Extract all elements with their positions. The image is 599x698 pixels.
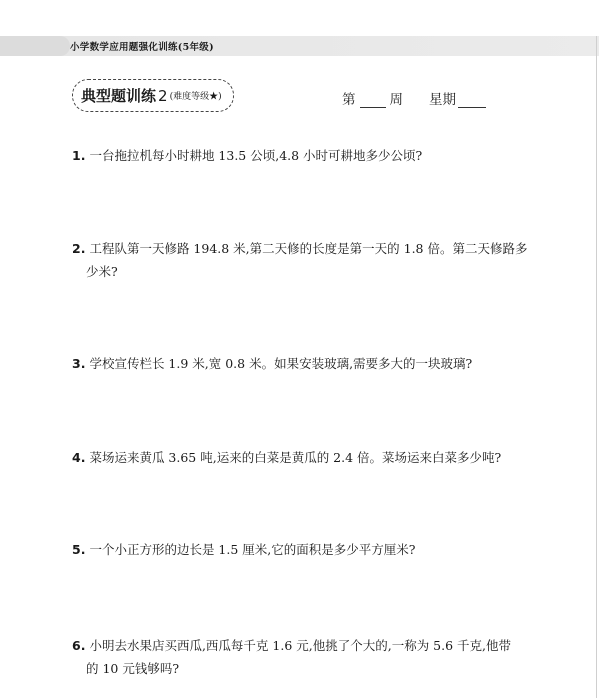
section-title-box bbox=[72, 79, 234, 112]
week-blank[interactable] bbox=[360, 93, 386, 108]
day-blank[interactable] bbox=[458, 93, 486, 108]
question-text: 学校宣传栏长 1.9 米,宽 0.8 米。如果安装玻璃,需要多大的一块玻璃? bbox=[89, 356, 473, 371]
question-number: 4. bbox=[72, 450, 86, 465]
book-title: 小学数学应用题强化训练(5年级) bbox=[70, 42, 214, 53]
label-di: 第 bbox=[342, 92, 356, 108]
question-4 bbox=[72, 446, 532, 469]
question-number: 6. bbox=[72, 638, 86, 653]
question-text: 菜场运来黄瓜 3.65 吨,运来的白菜是黄瓜的 2.4 倍。菜场运来白菜多少吨? bbox=[89, 450, 502, 465]
label-xingqi: 星期 bbox=[429, 92, 456, 108]
question-text: 小明去水果店买西瓜,西瓜每千克 1.6 元,他挑了个大的,一称为 5.6 千克,他带 bbox=[89, 638, 511, 653]
label-zhou: 周 bbox=[389, 92, 403, 108]
question-6 bbox=[72, 634, 532, 680]
question-1 bbox=[72, 144, 532, 167]
question-text-cont: 少米? bbox=[86, 264, 118, 279]
question-5 bbox=[72, 538, 532, 561]
question-number: 3. bbox=[72, 356, 86, 371]
question-text-cont: 的 10 元钱够吗? bbox=[86, 661, 180, 676]
week-day-line bbox=[342, 88, 486, 108]
section-number: 2 bbox=[158, 86, 168, 105]
question-2 bbox=[72, 237, 532, 283]
difficulty-label: (难度等级★) bbox=[169, 92, 222, 102]
question-number: 1. bbox=[72, 148, 86, 163]
question-text: 一台拖拉机每小时耕地 13.5 公顷,4.8 小时可耕地多少公顷? bbox=[89, 148, 423, 163]
question-number: 5. bbox=[72, 542, 86, 557]
question-text: 一个小正方形的边长是 1.5 厘米,它的面积是多少平方厘米? bbox=[89, 542, 416, 557]
question-text: 工程队第一天修路 194.8 米,第二天修的长度是第一天的 1.8 倍。第二天修路多 bbox=[89, 241, 528, 256]
page-edge bbox=[596, 36, 597, 698]
question-3 bbox=[72, 352, 532, 375]
section-title: 典型题训练 bbox=[81, 87, 157, 105]
question-number: 2. bbox=[72, 241, 86, 256]
